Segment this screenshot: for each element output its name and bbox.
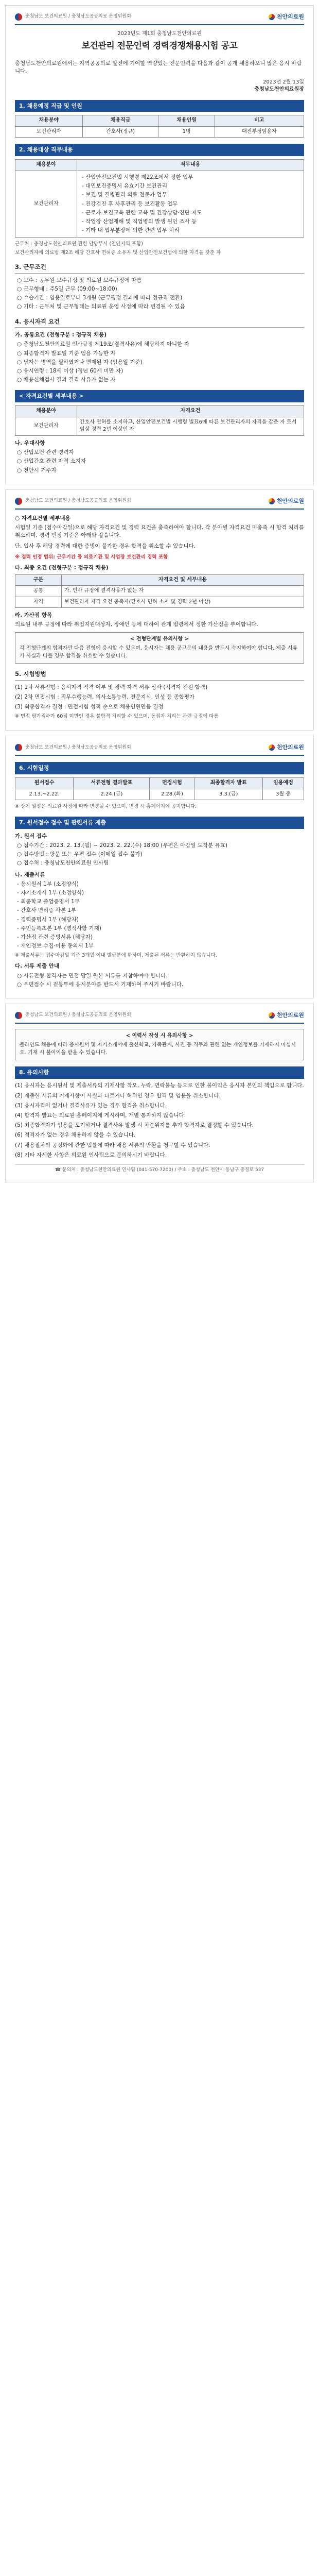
table-cell: 간호사 면허를 소지하고, 산업안전보건법 시행령 별표6에 따른 보건관리자의 자격을 갖춘 자 로서 임상 경력 2년 이상인 자 <box>77 417 304 435</box>
table-cell: 1명 <box>158 126 215 138</box>
list-item: ○ 우편접수 시 겉봉투에 응시분야를 반드시 기재하여 주시기 바랍니다. <box>22 981 304 989</box>
org-logo-icon <box>15 1012 22 1019</box>
org-identity <box>15 744 131 751</box>
list-item: - 경력증명서 1부 (해당자) <box>22 916 304 924</box>
list-item-text: 응시자는 응시원서 및 제출서류의 기재사항 착오, 누락, 연락불능 등으로 인한 불이익은 응시자 본인의 책임으로 합니다. <box>24 1082 304 1089</box>
section-5-title: 5. 시험방법 <box>15 670 304 681</box>
table-cell: 보건관리자 자격 요건 충족자(간호사 면허 소지 및 경력 2년 이상) <box>62 597 304 608</box>
list-item: ○ 근무형태 : 주5일 근무 (09:00~18:00) <box>22 285 304 293</box>
list-item: ○ 기타 : 근무처 및 근무형태는 의료원 운영 사정에 따라 변경될 수 있음 <box>22 303 304 311</box>
list-item: ○ 남자는 병역을 필하였거나 면제된 자 (임용일 기준) <box>22 359 304 366</box>
org-name: 충청남도 보건의료원 / 충청남도공공의료 운영위원회 <box>25 1012 131 1018</box>
section-7-title: 7. 원서접수 접수 및 관련서류 제출 <box>15 817 304 829</box>
brand-name: 천안의료원 <box>276 744 304 751</box>
box-text: 각 전형단계의 합격자만 다음 전형에 응시할 수 있으며, 응시자는 채용 공고문의 내용을 반드시 숙지하여야 합니다. 제출 서류가 사실과 다를 경우 합격을 취소할 수 있습니다. <box>20 646 298 659</box>
list-item: - 근로자 보건교육 관련 교육 및 건강상담·진단 지도 <box>87 209 301 217</box>
table-cell: 3월 중 <box>262 789 304 800</box>
org-header <box>15 1011 304 1024</box>
list-item: - 주민등록초본 1부 (병적사항 기재) <box>22 925 304 933</box>
qual-detail-text: 단, 입사 후 해당 경력에 대한 증빙이 불가한 경우 합격을 취소할 수 있습니다. <box>15 543 196 550</box>
table-row <box>15 586 304 597</box>
list-item: (5) 최종합격자가 임용을 포기하거나 결격사유 발생 시 차순위자를 추가 합격자로 결정할 수 있습니다. <box>15 1122 254 1129</box>
qualification-table <box>15 405 304 436</box>
final-req-heading: 다. 최종 요건 (전형구분 : 정규직 채용) <box>15 565 109 571</box>
org-name: 충청남도 보건의료원 / 충청남도공공의료 운영위원회 <box>25 498 131 504</box>
section-6-title: 6. 시험일정 <box>15 762 304 774</box>
documents-list <box>15 880 304 951</box>
table-row <box>15 597 304 608</box>
list-item-text: 최종합격자가 임용을 포기하거나 결격사유 발생 시 차순위자를 추가 합격자로 결정할 수 있습니다. <box>24 1122 254 1129</box>
list-item: - 보건 및 질병관리 의료 전문가 업무 <box>87 191 301 199</box>
org-header <box>15 13 304 25</box>
work-conditions-list <box>15 277 304 311</box>
list-item: - 개인정보 수집·이용 동의서 1부 <box>22 942 304 950</box>
table-header: 자격요건 및 세부내용 <box>62 574 304 586</box>
list-item: ○ 접수방법 : 방문 또는 우편 접수 (이메일 접수 불가) <box>22 851 304 858</box>
table-cell: 간호사(정규) <box>82 126 158 138</box>
schedule-note: ※ 상기 일정은 의료원 사정에 따라 변경될 수 있으며, 변경 시 홈페이지에 공지합니다. <box>15 804 197 809</box>
apply-heading: 가. 원서 접수 <box>15 833 47 839</box>
table-cell: 보건관리자 <box>15 126 83 138</box>
list-item-text: 응시자격이 없거나 결격사유가 있는 경우 합격을 취소합니다. <box>24 1102 167 1109</box>
list-item: - 최종학교 졸업증명서 1부 <box>22 898 304 906</box>
list-item: - 자기소개서 1부 (소정양식) <box>22 889 304 897</box>
list-item: (6) 적격자가 없는 경우 채용하지 않을 수 있습니다. <box>15 1132 136 1139</box>
submit-heading: 다. 서류 제출 안내 <box>15 963 59 970</box>
documents-heading: 나. 제출서류 <box>15 871 45 878</box>
table-header: 최종합격자 발표 <box>194 778 262 789</box>
caution-list <box>15 1082 304 1159</box>
list-item: ○ 충청남도천안의료원 인사규정 제19조(결격사유)에 해당하지 아니한 자 <box>22 341 304 348</box>
org-logo-icon <box>15 744 22 751</box>
list-item: ○ 보수 : 공무원 보수규정 및 의료원 보수규정에 따름 <box>22 277 304 284</box>
table-header: 채용인원 <box>158 115 215 127</box>
brand-logo <box>269 497 304 505</box>
table-header: 직무내용 <box>77 160 304 171</box>
table-row <box>15 789 304 800</box>
list-item: - 작업장 산업재해 및 직업병의 발생 원인 조사 등 <box>87 218 301 226</box>
list-item: (3) 응시자격이 없거나 결격사유가 있는 경우 합격을 취소합니다. <box>15 1102 167 1109</box>
table-header: 채용분야 <box>15 115 83 127</box>
list-item-text: 채용절차의 공정화에 관한 법률에 따라 채용 서류의 반환을 청구할 수 있습니다. <box>24 1142 210 1148</box>
career-note: ※ 경력 인정 범위: 근무기간 중 의료기관 및 사업장 보건관리 경력 포함 <box>15 554 168 560</box>
box-title: < 전형단계별 유의사항 > <box>130 636 189 642</box>
org-logo-icon <box>15 498 22 505</box>
list-item: - 간호사 면허증 사본 1부 <box>22 907 304 914</box>
list-item: - 대민보건증명서 유효기간 보건관리 <box>87 182 301 190</box>
notice-sheet-1 <box>5 5 314 484</box>
duty-table <box>15 159 304 238</box>
apply-list <box>15 842 304 868</box>
org-identity <box>15 498 131 505</box>
list-item: ○ 응시연령 : 18세 이상 (정년 60세 미만 자) <box>22 367 304 375</box>
table-header: 자격요건 <box>77 406 304 417</box>
qualification-detail-bar: < 자격요건별 세부내용 > <box>15 390 304 402</box>
final-req-table <box>15 574 304 608</box>
table-header: 비고 <box>215 115 304 127</box>
table-cell: 2.24.(금) <box>74 789 150 800</box>
org-header <box>15 743 304 756</box>
list-item-text: 합격자 발표는 의료원 홈페이지에 게시하며, 개별 통지하지 않습니다. <box>24 1112 186 1118</box>
section-8-title: 8. 유의사항 <box>15 1066 304 1079</box>
table-header: 채용분야 <box>15 160 77 171</box>
preference-title: 나. 우대사항 <box>15 439 45 446</box>
list-item: (2) 2차 면접시험 : 직무수행능력, 의사소통능력, 전문지식, 인성 등 종합평가 <box>15 693 195 700</box>
table-header: 원서접수 <box>15 778 74 789</box>
documents-note: ※ 제출서류는 접수마감일 기준 3개월 이내 발급분에 한하며, 제출된 서류는 반환하지 않습니다. <box>15 952 217 958</box>
exam-method-list <box>15 684 304 711</box>
list-item: ○ 접수처 : 충청남도천안의료원 인사팀 <box>22 859 304 867</box>
list-item-text: 기타 자세한 사항은 의료원 인사팀으로 문의하시기 바랍니다. <box>24 1151 167 1158</box>
table-cell: 3.3.(금) <box>194 789 262 800</box>
resume-notice-box <box>15 1029 304 1061</box>
table-row <box>15 417 304 435</box>
section-2-title: 2. 채용대상 직무내용 <box>15 144 304 156</box>
table-header: 구분 <box>15 574 62 586</box>
section-3-title: 3. 근무조건 <box>15 263 304 274</box>
doc-title: 보건관리 전문인력 경력경쟁채용시험 공고 <box>81 41 238 52</box>
box-text: 블라인드 채용에 따라 응시원서 및 자기소개서에 출신학교, 가족관계, 사진 등 직무와 관련 없는 개인정보를 기재하지 마십시오. 기재 시 불이익을 받을 수 있습니다. <box>20 1042 296 1056</box>
list-item: - 산업안전보건법 시행령 제22조에서 정한 업무 <box>87 174 301 181</box>
brand-mark-icon <box>269 14 275 20</box>
table-cell: 공통 <box>15 586 62 597</box>
brand-name: 천안의료원 <box>276 497 304 504</box>
contact-footer: ☎ 문의처 : 충청남도천안의료원 인사팀 (041-570-7200) / 주소 : 충청남도 천안시 동남구 충절로 537 <box>15 1164 304 1174</box>
notice-sheet-3 <box>5 736 314 998</box>
table-cell: 대전부정임용자 <box>215 126 304 138</box>
org-identity <box>15 13 131 21</box>
table-cell: 보건관리자 <box>15 417 77 435</box>
duty-note: 근무처 : 충청남도천안의료원 관련 담당부서 (천안지역 포함) <box>15 241 143 247</box>
box-title: < 이력서 작성 시 유의사항 > <box>126 1032 193 1039</box>
list-item: (1) 1차 서류전형 : 응시자격 적격 여부 및 경력·자격 서류 심사 (적격자 전원 합격) <box>15 684 208 690</box>
table-header: 서류전형 결과발표 <box>74 778 150 789</box>
table-row <box>15 126 304 138</box>
duty-list-cell <box>77 171 304 238</box>
common-req-list <box>15 341 304 384</box>
list-item: (3) 최종합격자 결정 : 면접시험 성적 순으로 채용인원만큼 결정 <box>15 704 164 710</box>
list-item: - 가산점 관련 증빙서류 (해당자) <box>22 934 304 941</box>
table-cell: 2.13.~2.22. <box>15 789 74 800</box>
submit-list <box>15 972 304 989</box>
bonus-text: 의료원 내부 규정에 따라 취업지원대상자, 장애인 등에 대하여 관계 법령에서 정한 가산점을 부여합니다. <box>15 621 258 628</box>
list-item: ○ 산업보건 관련 경력자 <box>22 449 304 456</box>
list-item: (4) 합격자 발표는 의료원 홈페이지에 게시하며, 개별 통지하지 않습니다. <box>15 1112 186 1118</box>
org-name: 충청남도 보건의료원 / 충청남도공공의료 운영위원회 <box>25 14 131 20</box>
bonus-heading: 라. 가산점 항목 <box>15 612 52 619</box>
list-item: (8) 기타 자세한 사항은 의료원 인사팀으로 문의하시기 바랍니다. <box>15 1151 167 1158</box>
brand-name: 천안의료원 <box>276 1011 304 1019</box>
brand-mark-icon <box>269 1012 275 1019</box>
page <box>0 0 319 1188</box>
recruit-table <box>15 115 304 138</box>
table-header: 채용직급 <box>82 115 158 127</box>
notice-date: 2023년 2월 13일 <box>263 79 304 85</box>
list-item-text: 적격자가 없는 경우 채용하지 않을 수 있습니다. <box>24 1132 136 1139</box>
list-item: - 기타 내 업무분장에 의한 관련 업무 처리 <box>87 227 301 234</box>
list-item: ○ 접수기간 : 2023. 2. 13.(월) ~ 2023. 2. 22.(수) 18:00 (우편은 마감일 도착분 유효) <box>22 842 304 850</box>
list-item: ○ 채용신체검사 결과 결격 사유가 없는 자 <box>22 376 304 384</box>
table-header: 면접시험 <box>150 778 194 789</box>
list-item: ○ 천안시 거주자 <box>22 467 304 474</box>
table-header: 채용분야 <box>15 406 77 417</box>
brand-logo <box>269 13 304 21</box>
notice-issuer: 충청남도천안의료원장 <box>254 87 304 93</box>
stage-notice-box <box>15 632 304 664</box>
common-req-title: 가. 공통요건 (전형구분 : 정규직 채용) <box>15 332 107 338</box>
list-item: (1) 응시자는 응시원서 및 제출서류의 기재사항 착오, 누락, 연락불능 등으로 인한 불이익은 응시자 본인의 책임으로 합니다. <box>15 1082 304 1089</box>
qual-detail-text: 시험일 기준 (접수마감일)으로 해당 자격요건 및 경력 요건을 충족하여야 합니다. 각 분야별 자격요건 미충족 시 합격 처리를 취소하며, 경력 인정 기준은 아래와 같습니다. <box>15 524 304 539</box>
duty-note: 보건관리자에 의료법 제2조 해당 간호사 면허증 소유자 및 산업안전보건법에 의한 자격을 갖춘 자 <box>15 250 221 256</box>
section-4-title: 4. 응시자격 요건 <box>15 317 304 328</box>
preference-list <box>15 449 304 474</box>
table-cell: 보건관리자 <box>15 171 77 238</box>
list-item: ○ 서류전형 합격자는 면접 당일 원본 서류를 지참하여야 합니다. <box>22 972 304 980</box>
org-logo-icon <box>15 13 22 21</box>
exam-note: ※ 면접 평가점수가 60점 미만인 경우 불합격 처리할 수 있으며, 동점자 처리는 관련 규정에 따름 <box>15 714 219 720</box>
list-item-text: 2차 면접시험 : 직무수행능력, 의사소통능력, 전문지식, 인성 등 종합평가 <box>24 693 195 700</box>
brand-name: 천안의료원 <box>276 13 304 20</box>
org-identity <box>15 1012 131 1019</box>
table-cell: 가. 인사 규정에 결격사유가 없는 자 <box>62 586 304 597</box>
table-cell: 자격 <box>15 597 62 608</box>
list-item: - 건강검진 후 사후관리 등 보건활동 업무 <box>87 200 301 208</box>
org-name: 충청남도 보건의료원 / 충청남도공공의료 운영위원회 <box>25 744 131 750</box>
org-header <box>15 497 304 510</box>
brand-logo <box>269 743 304 752</box>
brand-mark-icon <box>269 498 275 504</box>
list-item: (7) 채용절차의 공정화에 관한 법률에 따라 채용 서류의 반환을 청구할 수 있습니다. <box>15 1142 210 1148</box>
list-item: ○ 산업간호 관련 자격 소지자 <box>22 457 304 465</box>
list-item: ○ 수습기간 : 임용일로부터 3개월 (근무평정 결과에 따라 정규직 전환) <box>22 294 304 302</box>
section-1-title: 1. 채용예정 직급 및 인원 <box>15 100 304 112</box>
brand-mark-icon <box>269 744 275 751</box>
table-header: 임용예정 <box>262 778 304 789</box>
doc-subtitle: 2023년도 제1회 충청남도천안의료원 <box>117 30 202 37</box>
list-item: ○ 최종합격자 발표일 기준 임용 가능한 자 <box>22 350 304 358</box>
notice-sheet-2 <box>5 489 314 731</box>
list-item-text: 제출한 서류의 기재사항이 사실과 다르거나 허위인 경우 합격 및 임용을 취소합니다. <box>24 1092 221 1099</box>
list-item-text: 1차 서류전형 : 응시자격 적격 여부 및 경력·자격 서류 심사 (적격자 전원 합격) <box>24 684 208 690</box>
table-cell: 2.28.(화) <box>150 789 194 800</box>
qual-detail-heading: ○ 자격요건별 세부내용 <box>15 515 70 521</box>
list-item: (2) 제출한 서류의 기재사항이 사실과 다르거나 허위인 경우 합격 및 임용을 취소합니다. <box>15 1092 221 1099</box>
schedule-table <box>15 777 304 800</box>
notice-sheet-4 <box>5 1004 314 1182</box>
brand-logo <box>269 1011 304 1020</box>
list-item: - 응시원서 1부 (소정양식) <box>22 880 304 888</box>
list-item-text: 최종합격자 결정 : 면접시험 성적 순으로 채용인원만큼 결정 <box>24 704 164 710</box>
table-row <box>15 171 304 238</box>
intro-text: 충청남도천안의료원에서는 지역공공의료 발전에 기여할 역량있는 전문인력을 다음과 같이 공개 채용하오니 많은 응시 바랍니다. <box>15 60 302 75</box>
duty-list <box>80 174 301 235</box>
